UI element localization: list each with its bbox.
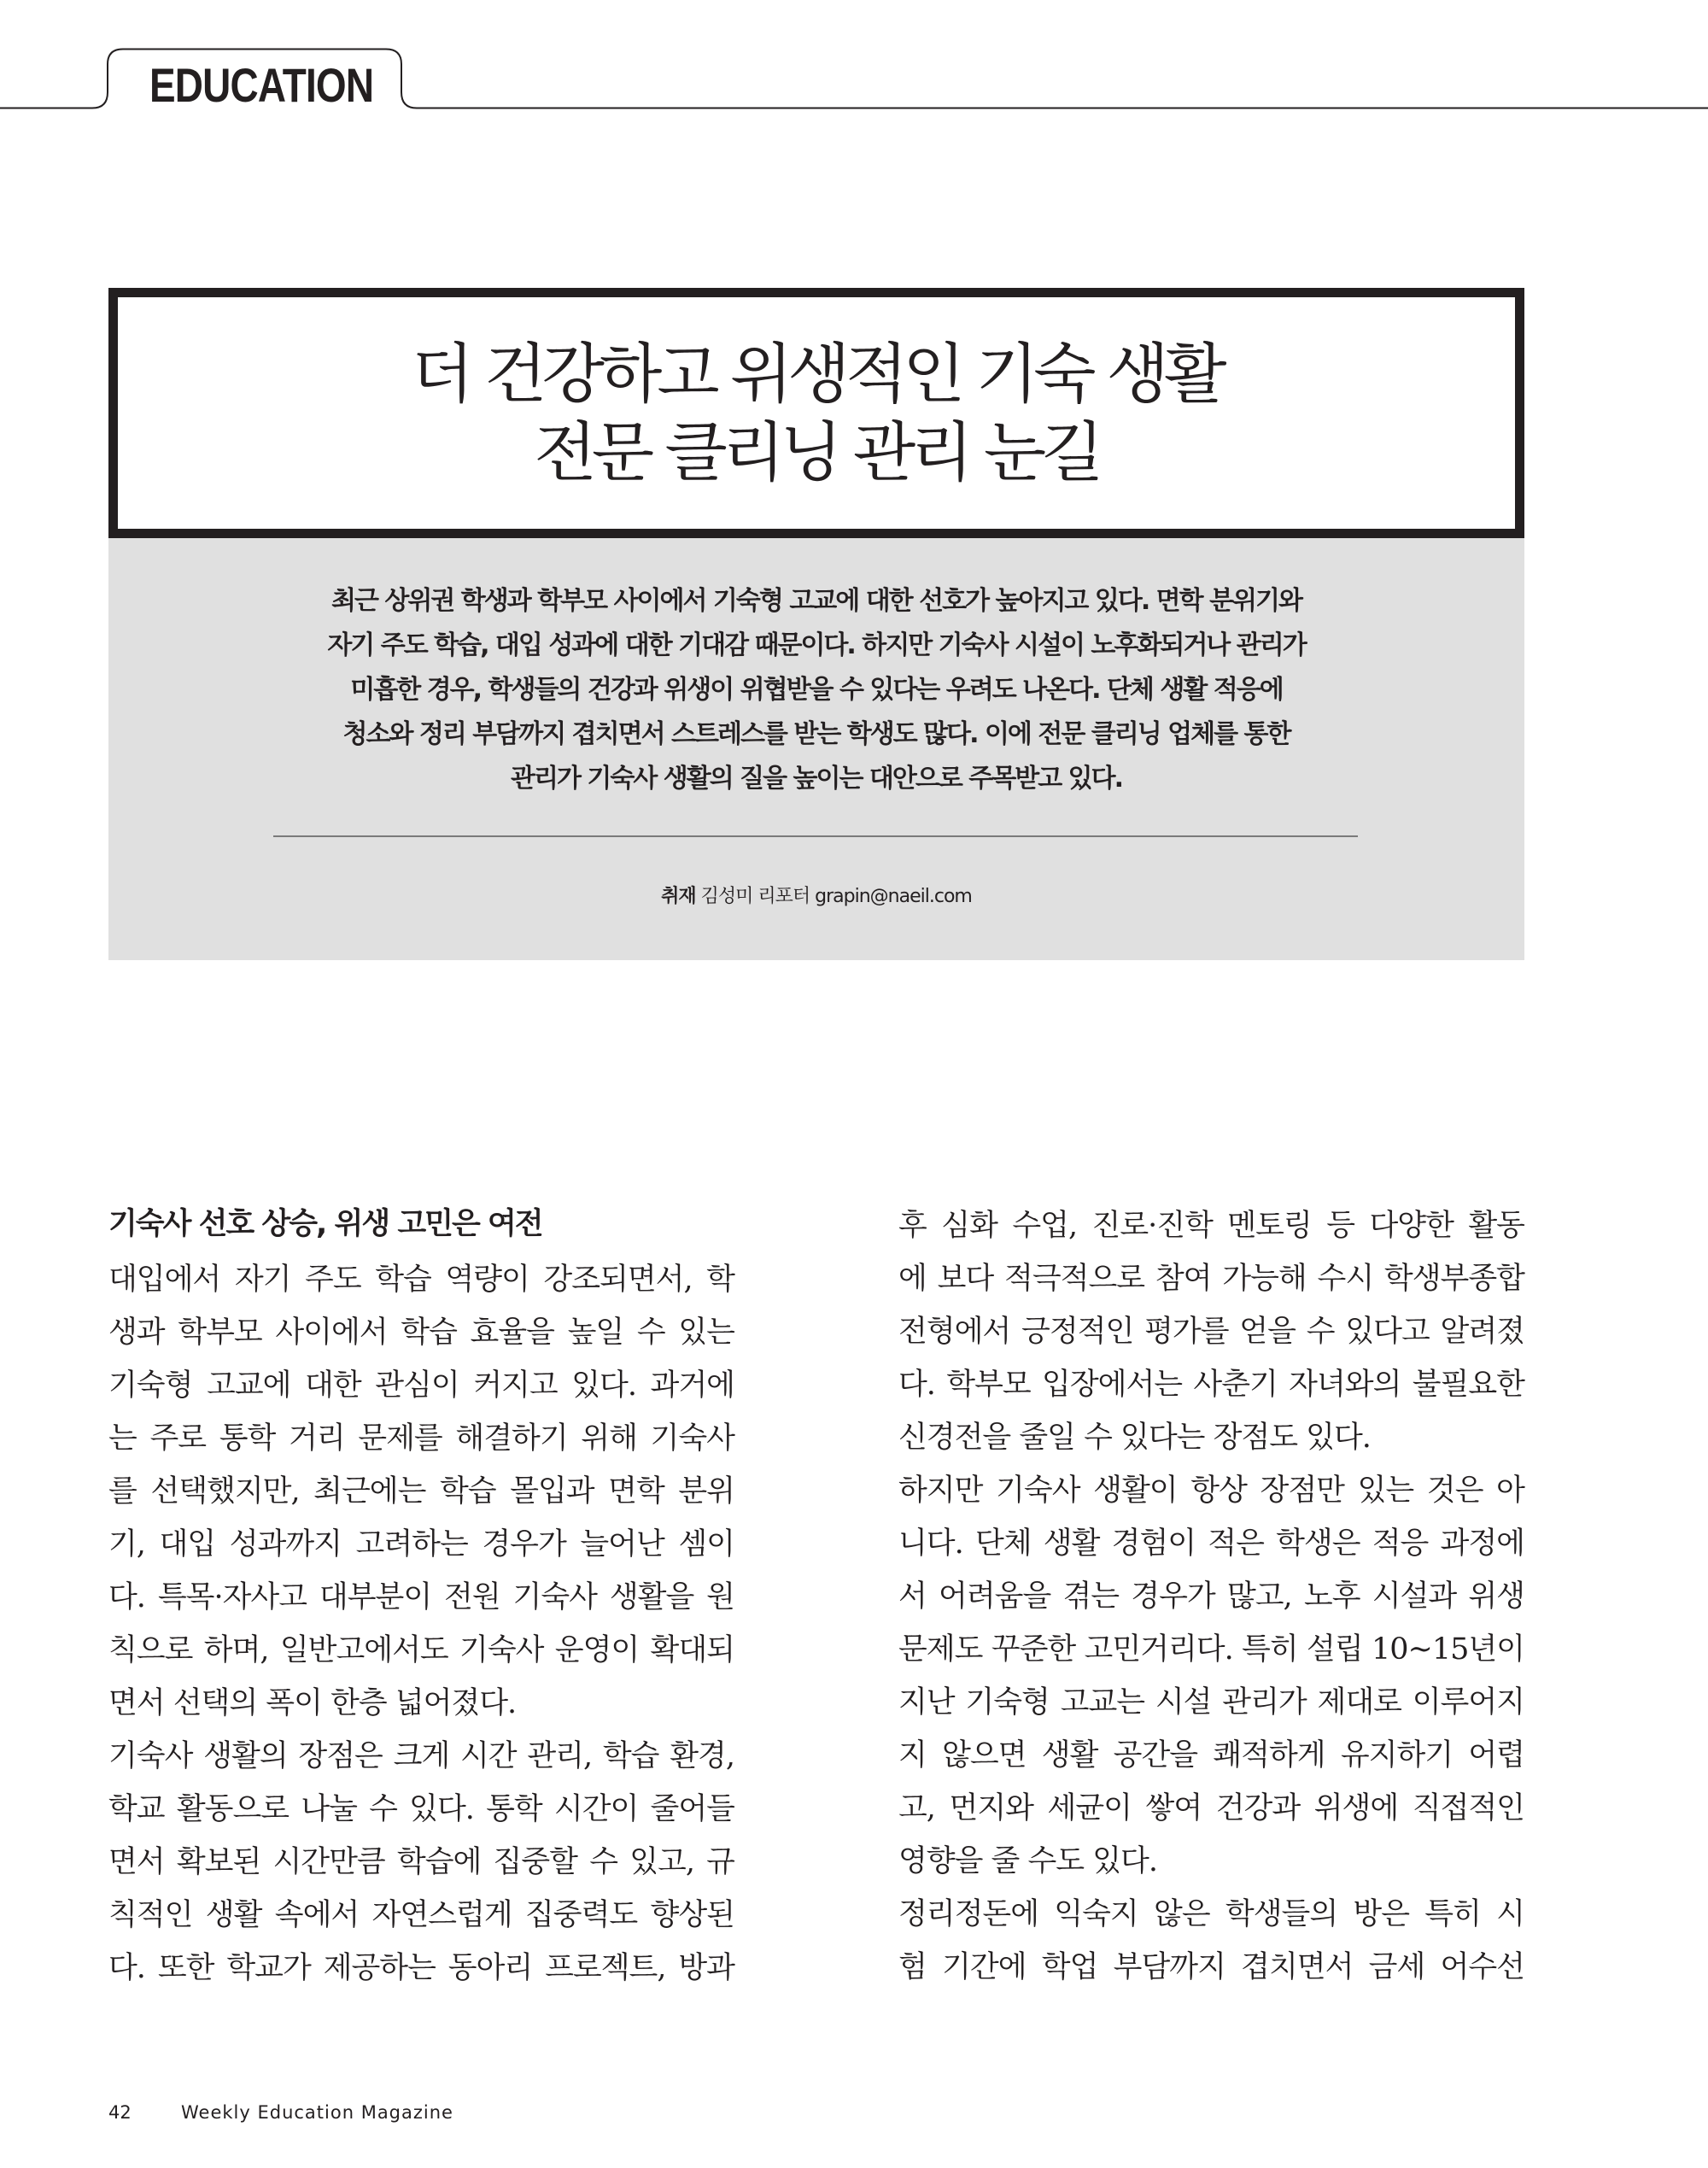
byline <box>108 882 1524 912</box>
body-line: 지난 기숙형 고교는 시설 관리가 제대로 이루어지 <box>898 1685 1524 1720</box>
byline-reporter: 김성미 리포터 <box>700 886 810 907</box>
body-line-paragraph-end: 영향을 줄 수도 있다. <box>898 1844 1157 1878</box>
body-line: 다. 특목·자사고 대부분이 전원 기숙사 생활을 원 <box>108 1580 734 1614</box>
body-line: 기, 대입 성과까지 고려하는 경우가 늘어난 셈이 <box>108 1527 734 1562</box>
article-column-left <box>108 1200 734 1995</box>
body-line-paragraph-end: 면서 선택의 폭이 한층 넓어졌다. <box>108 1686 517 1720</box>
body-line: 를 선택했지만, 최근에는 학습 몰입과 면학 분위 <box>108 1474 734 1509</box>
article-subheading: 기숙사 선호 상승, 위생 고민은 여전 <box>108 1207 542 1241</box>
body-line-paragraph-end: 신경전을 줄일 수 있다는 장점도 있다. <box>898 1421 1371 1455</box>
body-line: 문제도 꾸준한 고민거리다. 특히 설립 10~15년이 <box>898 1632 1524 1667</box>
body-line: 다. 학부모 입장에서는 사춘기 자녀와의 불필요한 <box>898 1368 1524 1402</box>
body-line: 정리정돈에 익숙지 않은 학생들의 방은 특히 시 <box>898 1897 1524 1931</box>
body-line: 는 주로 통학 거리 문제를 해결하기 위해 기숙사 <box>108 1421 734 1456</box>
section-label: EDUCATION <box>149 58 374 112</box>
summary-line: 청소와 정리 부담까지 겹치면서 스트레스를 받는 학생도 많다. 이에 전문 클리닝 업체를 통한 <box>342 719 1290 749</box>
headline-box <box>108 288 1524 538</box>
body-line: 학교 활동으로 나눌 수 있다. 통학 시간이 줄어들 <box>108 1792 734 1826</box>
summary-divider <box>273 835 1358 837</box>
body-line: 기숙형 고교에 대한 관심이 커지고 있다. 과거에 <box>108 1368 734 1403</box>
summary-lead <box>108 579 1524 801</box>
summary-line: 최근 상위권 학생과 학부모 사이에서 기숙형 고교에 대한 선호가 높아지고 있다. 면학 분위기와 <box>331 586 1301 616</box>
page-number: 42 <box>108 2102 132 2123</box>
body-line: 서 어려움을 겪는 경우가 많고, 노후 시설과 위생 <box>898 1579 1524 1614</box>
byline-email[interactable]: grapin@naeil.com <box>815 886 972 907</box>
article-column-right <box>898 1199 1524 1994</box>
body-line: 전형에서 긍정적인 평가를 얻을 수 있다고 알려졌 <box>898 1315 1524 1349</box>
body-line: 면서 확보된 시간만큼 학습에 집중할 수 있고, 규 <box>108 1845 734 1879</box>
body-line: 기숙사 생활의 장점은 크게 시간 관리, 학습 환경, <box>108 1739 734 1773</box>
summary-panel <box>108 538 1524 960</box>
body-line: 후 심화 수업, 진로·진학 멘토링 등 다양한 활동 <box>898 1209 1524 1243</box>
body-line: 대입에서 자기 주도 학습 역량이 강조되면서, 학 <box>108 1263 734 1297</box>
body-line: 지 않으면 생활 공간을 쾌적하게 유지하기 어렵 <box>898 1738 1524 1772</box>
body-line: 에 보다 적극적으로 참여 가능해 수시 학생부종합 <box>898 1262 1524 1296</box>
summary-line: 자기 주도 학습, 대입 성과에 대한 기대감 때문이다. 하지만 기숙사 시설이 노후화되거나 관리가 <box>327 630 1306 660</box>
body-line: 칙으로 하며, 일반고에서도 기숙사 운영이 확대되 <box>108 1633 734 1667</box>
summary-line: 관리가 기숙사 생활의 질을 높이는 대안으로 주목받고 있다. <box>510 764 1123 794</box>
body-line: 생과 학부모 사이에서 학습 효율을 높일 수 있는 <box>108 1315 734 1350</box>
body-line: 고, 먼지와 세균이 쌓여 건강과 위생에 직접적인 <box>898 1791 1524 1825</box>
body-line: 니다. 단체 생활 경험이 적은 학생은 적응 과정에 <box>898 1526 1524 1561</box>
summary-line: 미흡한 경우, 학생들의 건강과 위생이 위협받을 수 있다는 우려도 나온다. 단체 생활 적응에 <box>350 675 1283 705</box>
headline-line-2: 전문 클리닝 관리 눈길 <box>534 413 1099 490</box>
body-line: 험 기간에 학업 부담까지 겹치면서 금세 어수선 <box>898 1950 1524 1984</box>
body-line: 다. 또한 학교가 제공하는 동아리 프로젝트, 방과 <box>108 1951 734 1985</box>
headline-line-1: 더 건강하고 위생적인 기숙 생활 <box>411 335 1222 412</box>
body-line: 칙적인 생활 속에서 자연스럽게 집중력도 향상된 <box>108 1898 734 1932</box>
byline-label: 취재 <box>661 886 696 907</box>
magazine-name: Weekly Education Magazine <box>181 2102 453 2123</box>
body-line: 하지만 기숙사 생활이 항상 장점만 있는 것은 아 <box>898 1474 1524 1508</box>
section-header <box>0 0 1708 120</box>
